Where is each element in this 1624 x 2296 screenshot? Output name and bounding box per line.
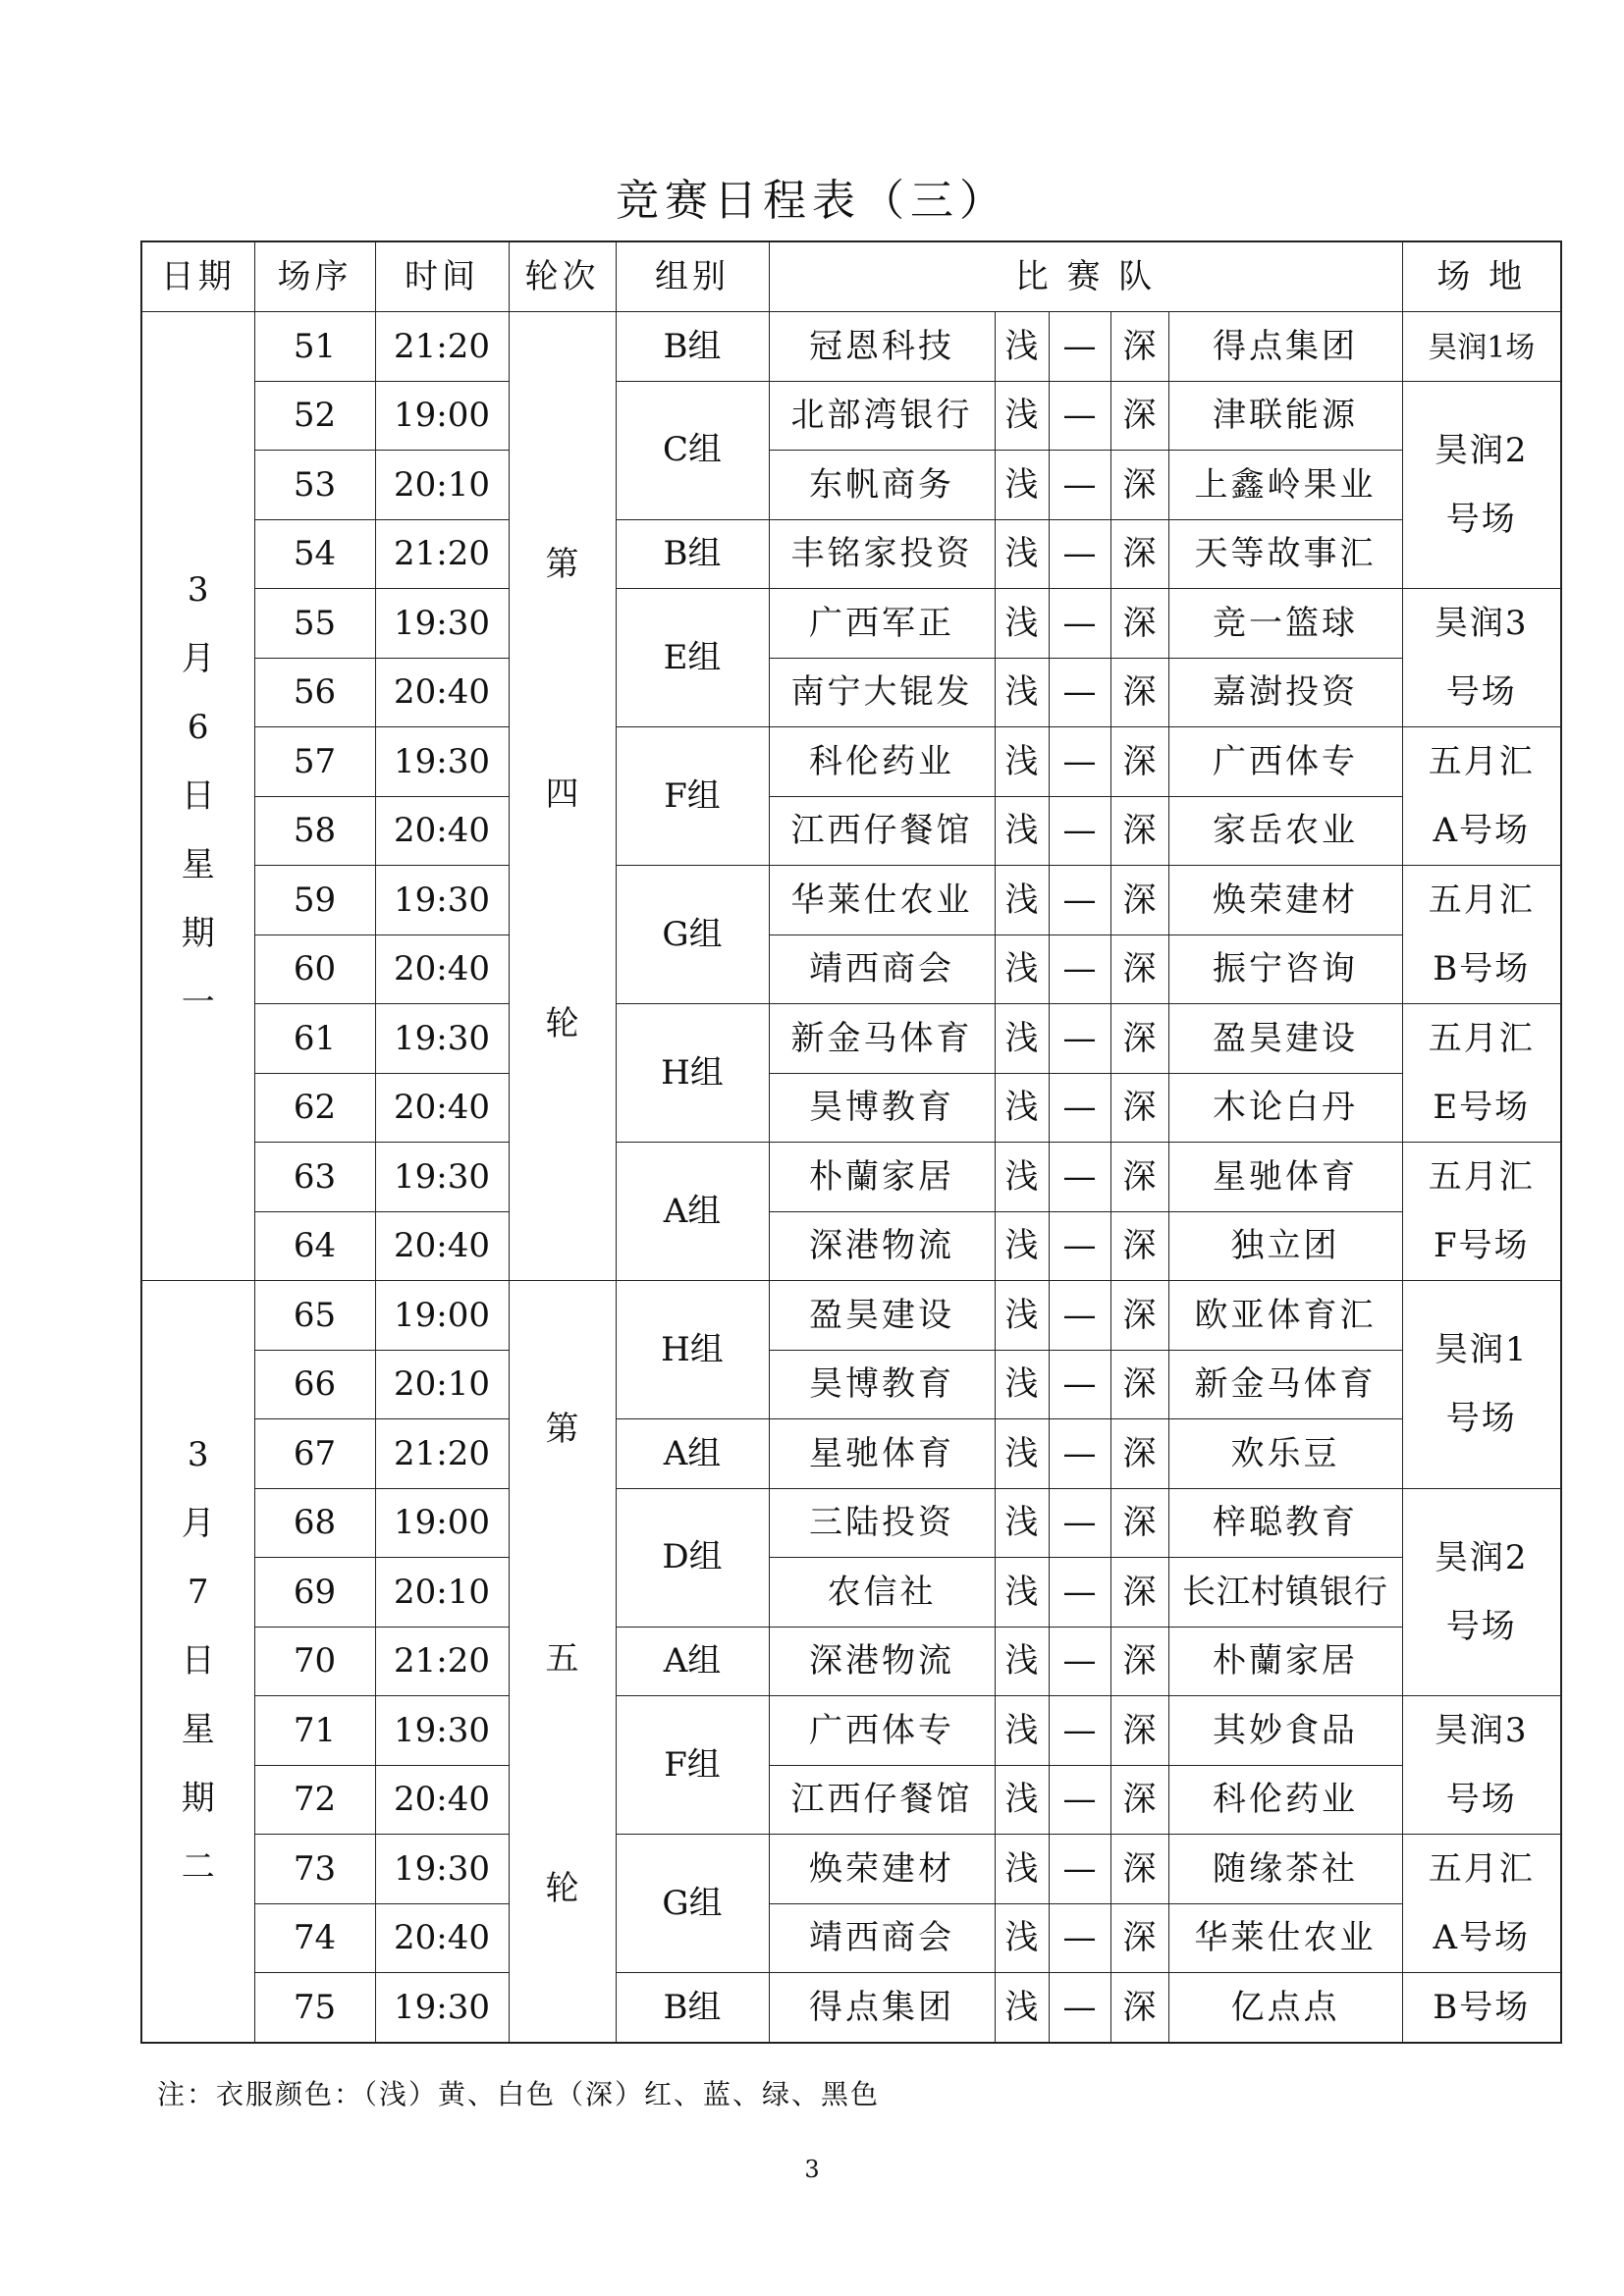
dark-jersey: 深: [1110, 1211, 1168, 1281]
venue-text: 昊润1场: [1428, 330, 1536, 365]
home-team: 科伦药业: [769, 727, 995, 797]
header-date: 日期: [141, 241, 254, 312]
group-cell: A组: [616, 1627, 769, 1696]
group-cell: G组: [616, 866, 769, 1004]
group-cell: A组: [616, 1419, 769, 1489]
dark-jersey: 深: [1110, 796, 1168, 866]
footnote: 注：衣服颜色：（浅）黄、白色（深）红、蓝、绿、黑色: [157, 2078, 881, 2110]
group-cell: B组: [616, 519, 769, 589]
group-cell: F组: [616, 1696, 769, 1835]
match-time: 21:20: [375, 1627, 509, 1696]
dark-jersey: 深: [1110, 727, 1168, 797]
away-team: 科伦药业: [1168, 1765, 1402, 1835]
match-number: 71: [254, 1696, 375, 1766]
home-team: 丰铭家投资: [769, 519, 995, 589]
home-team: 昊博教育: [769, 1073, 995, 1143]
venue-cell: [1402, 727, 1561, 866]
group-cell: F组: [616, 727, 769, 866]
versus-dash: —: [1049, 1765, 1110, 1835]
away-team: 梓聪教育: [1168, 1488, 1402, 1558]
round-cell: [509, 312, 616, 1281]
match-time: 19:30: [375, 589, 509, 659]
group-cell: H组: [616, 1004, 769, 1143]
dark-jersey: 深: [1110, 934, 1168, 1004]
away-team: 华莱仕农业: [1168, 1903, 1402, 1973]
match-number: 73: [254, 1835, 375, 1904]
light-jersey: 浅: [995, 1143, 1049, 1212]
venue-cell: [1402, 589, 1561, 727]
light-jersey: 浅: [995, 1073, 1049, 1143]
away-team: 家岳农业: [1168, 796, 1402, 866]
match-row: [141, 312, 1561, 382]
round-char: 第: [545, 1410, 579, 1449]
match-number: 64: [254, 1211, 375, 1281]
dark-jersey: 深: [1110, 1903, 1168, 1973]
match-row: [141, 1143, 1561, 1212]
away-team: 其妙食品: [1168, 1696, 1402, 1766]
home-team: 得点集团: [769, 1973, 995, 2043]
light-jersey: 浅: [995, 1488, 1049, 1558]
venue-cell: [1402, 1488, 1561, 1696]
dark-jersey: 深: [1110, 312, 1168, 382]
away-team: 亿点点: [1168, 1973, 1402, 2043]
group-cell: E组: [616, 589, 769, 727]
light-jersey: 浅: [995, 1765, 1049, 1835]
match-number: 66: [254, 1350, 375, 1419]
venue-cell: [1402, 1835, 1561, 1973]
home-team: 农信社: [769, 1558, 995, 1628]
group-cell: A组: [616, 1143, 769, 1281]
match-row: [141, 727, 1561, 797]
match-row: [141, 1696, 1561, 1766]
home-team: 星驰体育: [769, 1419, 995, 1489]
home-team: 昊博教育: [769, 1350, 995, 1419]
match-number: 68: [254, 1488, 375, 1558]
date-cell: [141, 312, 254, 1281]
dark-jersey: 深: [1110, 1419, 1168, 1489]
match-row: [141, 1973, 1561, 2043]
match-time: 19:30: [375, 1004, 509, 1074]
round-char: 第: [545, 544, 579, 584]
light-jersey: 浅: [995, 1350, 1049, 1419]
match-row: [141, 1765, 1561, 1835]
match-time: 20:40: [375, 934, 509, 1004]
versus-dash: —: [1049, 1281, 1110, 1351]
light-jersey: 浅: [995, 1627, 1049, 1696]
venue-cell: [1402, 1004, 1561, 1143]
match-number: 53: [254, 451, 375, 520]
match-time: 20:40: [375, 1073, 509, 1143]
away-team: 新金马体育: [1168, 1350, 1402, 1419]
match-number: 56: [254, 658, 375, 727]
match-row: [141, 658, 1561, 727]
away-team: 上鑫岭果业: [1168, 451, 1402, 520]
match-number: 55: [254, 589, 375, 659]
versus-dash: —: [1049, 381, 1110, 451]
match-number: 54: [254, 519, 375, 589]
light-jersey: 浅: [995, 1835, 1049, 1904]
venue-text: 昊润2号场: [1434, 430, 1529, 539]
dark-jersey: 深: [1110, 1004, 1168, 1074]
match-row: [141, 934, 1561, 1004]
match-row: [141, 1073, 1561, 1143]
header-venue: 场 地: [1402, 241, 1561, 312]
match-row: [141, 1488, 1561, 1558]
match-row: [141, 866, 1561, 935]
home-team: 江西仔餐馆: [769, 796, 995, 866]
home-team: 东帆商务: [769, 451, 995, 520]
match-row: [141, 1627, 1561, 1696]
light-jersey: 浅: [995, 589, 1049, 659]
versus-dash: —: [1049, 519, 1110, 589]
match-time: 20:10: [375, 451, 509, 520]
home-team: 北部湾银行: [769, 381, 995, 451]
home-team: 南宁大锟发: [769, 658, 995, 727]
match-time: 19:30: [375, 866, 509, 935]
home-team: 江西仔餐馆: [769, 1765, 995, 1835]
light-jersey: 浅: [995, 312, 1049, 382]
match-row: [141, 1903, 1561, 1973]
home-team: 华莱仕农业: [769, 866, 995, 935]
dark-jersey: 深: [1110, 1281, 1168, 1351]
venue-text: 昊润1号场: [1434, 1330, 1529, 1439]
match-number: 67: [254, 1419, 375, 1489]
match-time: 20:40: [375, 1765, 509, 1835]
home-team: 靖西商会: [769, 934, 995, 1004]
match-time: 19:30: [375, 1143, 509, 1212]
light-jersey: 浅: [995, 1281, 1049, 1351]
dark-jersey: 深: [1110, 1835, 1168, 1904]
match-time: 21:20: [375, 312, 509, 382]
match-number: 60: [254, 934, 375, 1004]
round-char: 五: [545, 1639, 579, 1679]
versus-dash: —: [1049, 1903, 1110, 1973]
home-team: 新金马体育: [769, 1004, 995, 1074]
venue-text: 昊润3号场: [1434, 1711, 1529, 1819]
match-number: 62: [254, 1073, 375, 1143]
match-time: 20:40: [375, 1211, 509, 1281]
dark-jersey: 深: [1110, 1627, 1168, 1696]
versus-dash: —: [1049, 658, 1110, 727]
match-number: 74: [254, 1903, 375, 1973]
match-number: 63: [254, 1143, 375, 1212]
match-row: [141, 1419, 1561, 1489]
schedule-body: [141, 312, 1561, 2043]
versus-dash: —: [1049, 1419, 1110, 1489]
match-time: 20:10: [375, 1558, 509, 1628]
versus-dash: —: [1049, 451, 1110, 520]
venue-cell: [1402, 866, 1561, 1004]
venue-text: 五月汇E号场: [1428, 1019, 1535, 1127]
home-team: 朴蘭家居: [769, 1143, 995, 1212]
versus-dash: —: [1049, 1558, 1110, 1628]
match-time: 20:40: [375, 796, 509, 866]
versus-dash: —: [1049, 1835, 1110, 1904]
home-team: 深港物流: [769, 1211, 995, 1281]
match-row: [141, 1350, 1561, 1419]
venue-text: 五月汇A号场: [1428, 1849, 1535, 1957]
match-row: [141, 796, 1561, 866]
versus-dash: —: [1049, 589, 1110, 659]
light-jersey: 浅: [995, 796, 1049, 866]
venue-cell: [1402, 1973, 1561, 2043]
match-time: 19:30: [375, 1973, 509, 2043]
light-jersey: 浅: [995, 1903, 1049, 1973]
match-number: 72: [254, 1765, 375, 1835]
match-time: 21:20: [375, 519, 509, 589]
light-jersey: 浅: [995, 1973, 1049, 2043]
header-group: 组别: [616, 241, 769, 312]
match-number: 65: [254, 1281, 375, 1351]
dark-jersey: 深: [1110, 1073, 1168, 1143]
match-time: 19:00: [375, 381, 509, 451]
light-jersey: 浅: [995, 1558, 1049, 1628]
match-row: [141, 1558, 1561, 1628]
away-team: 嘉澍投资: [1168, 658, 1402, 727]
header-row: [141, 241, 1561, 312]
round-char: 轮: [545, 1869, 579, 1908]
match-time: 19:30: [375, 1696, 509, 1766]
group-cell: H组: [616, 1281, 769, 1419]
match-time: 20:40: [375, 658, 509, 727]
group-cell: D组: [616, 1488, 769, 1627]
versus-dash: —: [1049, 1696, 1110, 1766]
home-team: 广西军正: [769, 589, 995, 659]
match-time: 19:30: [375, 727, 509, 797]
versus-dash: —: [1049, 1073, 1110, 1143]
match-time: 20:40: [375, 1903, 509, 1973]
home-team: 焕荣建材: [769, 1835, 995, 1904]
match-row: [141, 1281, 1561, 1351]
dark-jersey: 深: [1110, 866, 1168, 935]
venue-text: 五月汇B号场: [1428, 881, 1535, 988]
dark-jersey: 深: [1110, 658, 1168, 727]
match-number: 59: [254, 866, 375, 935]
home-team: 靖西商会: [769, 1903, 995, 1973]
away-team: 星驰体育: [1168, 1143, 1402, 1212]
dark-jersey: 深: [1110, 1488, 1168, 1558]
away-team: 随缘茶社: [1168, 1835, 1402, 1904]
away-team: 长江村镇银行: [1168, 1558, 1402, 1628]
away-team: 欧亚体育汇: [1168, 1281, 1402, 1351]
venue-cell: [1402, 312, 1561, 382]
home-team: 冠恩科技: [769, 312, 995, 382]
round-cell: [509, 1281, 616, 2043]
match-row: [141, 381, 1561, 451]
versus-dash: —: [1049, 312, 1110, 382]
light-jersey: 浅: [995, 1004, 1049, 1074]
match-row: [141, 519, 1561, 589]
header-order: 场序: [254, 241, 375, 312]
date-cell: [141, 1281, 254, 2043]
page-title: 竞赛日程表（三）: [616, 176, 1008, 226]
group-cell: G组: [616, 1835, 769, 1973]
versus-dash: —: [1049, 1973, 1110, 2043]
dark-jersey: 深: [1110, 381, 1168, 451]
round-char: 轮: [545, 1003, 579, 1043]
group-cell: B组: [616, 312, 769, 382]
header-teams: 比 赛 队: [769, 241, 1402, 312]
home-team: 三陆投资: [769, 1488, 995, 1558]
match-number: 75: [254, 1973, 375, 2043]
match-time: 21:20: [375, 1419, 509, 1489]
versus-dash: —: [1049, 1143, 1110, 1212]
match-time: 20:10: [375, 1350, 509, 1419]
away-team: 竞一篮球: [1168, 589, 1402, 659]
venue-text: B号场: [1433, 1987, 1531, 2027]
match-row: [141, 1004, 1561, 1074]
home-team: 广西体专: [769, 1696, 995, 1766]
light-jersey: 浅: [995, 381, 1049, 451]
away-team: 盈昊建设: [1168, 1004, 1402, 1074]
venue-text: 五月汇F号场: [1428, 1157, 1535, 1265]
dark-jersey: 深: [1110, 589, 1168, 659]
date-text: 3月6日星期一: [181, 570, 215, 1022]
away-team: 得点集团: [1168, 312, 1402, 382]
venue-cell: [1402, 1281, 1561, 1489]
venue-cell: [1402, 1143, 1561, 1281]
away-team: 振宁咨询: [1168, 934, 1402, 1004]
group-cell: C组: [616, 381, 769, 519]
match-row: [141, 1211, 1561, 1281]
header-time: 时间: [375, 241, 509, 312]
light-jersey: 浅: [995, 519, 1049, 589]
home-team: 盈昊建设: [769, 1281, 995, 1351]
light-jersey: 浅: [995, 658, 1049, 727]
dark-jersey: 深: [1110, 1350, 1168, 1419]
header-round: 轮次: [509, 241, 616, 312]
dark-jersey: 深: [1110, 1696, 1168, 1766]
versus-dash: —: [1049, 866, 1110, 935]
match-row: [141, 589, 1561, 659]
match-row: [141, 1835, 1561, 1904]
versus-dash: —: [1049, 934, 1110, 1004]
light-jersey: 浅: [995, 1211, 1049, 1281]
away-team: 木论白丹: [1168, 1073, 1402, 1143]
date-text: 3月7日星期二: [181, 1435, 215, 1888]
light-jersey: 浅: [995, 727, 1049, 797]
light-jersey: 浅: [995, 934, 1049, 1004]
away-team: 欢乐豆: [1168, 1419, 1402, 1489]
match-number: 61: [254, 1004, 375, 1074]
match-number: 58: [254, 796, 375, 866]
match-time: 19:30: [375, 1835, 509, 1904]
away-team: 朴蘭家居: [1168, 1627, 1402, 1696]
versus-dash: —: [1049, 796, 1110, 866]
match-time: 19:00: [375, 1488, 509, 1558]
light-jersey: 浅: [995, 451, 1049, 520]
versus-dash: —: [1049, 1488, 1110, 1558]
versus-dash: —: [1049, 1004, 1110, 1074]
round-char: 四: [545, 774, 579, 814]
light-jersey: 浅: [995, 1419, 1049, 1489]
match-row: [141, 451, 1561, 520]
dark-jersey: 深: [1110, 1558, 1168, 1628]
dark-jersey: 深: [1110, 519, 1168, 589]
dark-jersey: 深: [1110, 1973, 1168, 2043]
dark-jersey: 深: [1110, 1765, 1168, 1835]
page-number: 3: [804, 2156, 820, 2183]
away-team: 广西体专: [1168, 727, 1402, 797]
match-number: 51: [254, 312, 375, 382]
schedule-table: [140, 240, 1562, 2044]
away-team: 焕荣建材: [1168, 866, 1402, 935]
away-team: 独立团: [1168, 1211, 1402, 1281]
venue-text: 昊润2号场: [1434, 1537, 1529, 1646]
away-team: 津联能源: [1168, 381, 1402, 451]
match-number: 69: [254, 1558, 375, 1628]
match-number: 70: [254, 1627, 375, 1696]
away-team: 天等故事汇: [1168, 519, 1402, 589]
match-number: 52: [254, 381, 375, 451]
dark-jersey: 深: [1110, 1143, 1168, 1212]
home-team: 深港物流: [769, 1627, 995, 1696]
group-cell: B组: [616, 1973, 769, 2043]
light-jersey: 浅: [995, 866, 1049, 935]
venue-cell: [1402, 381, 1561, 589]
versus-dash: —: [1049, 1627, 1110, 1696]
match-number: 57: [254, 727, 375, 797]
dark-jersey: 深: [1110, 451, 1168, 520]
light-jersey: 浅: [995, 1696, 1049, 1766]
venue-text: 五月汇A号场: [1428, 742, 1535, 850]
venue-cell: [1402, 1696, 1561, 1835]
versus-dash: —: [1049, 1350, 1110, 1419]
versus-dash: —: [1049, 1211, 1110, 1281]
match-time: 19:00: [375, 1281, 509, 1351]
versus-dash: —: [1049, 727, 1110, 797]
venue-text: 昊润3号场: [1434, 604, 1529, 712]
